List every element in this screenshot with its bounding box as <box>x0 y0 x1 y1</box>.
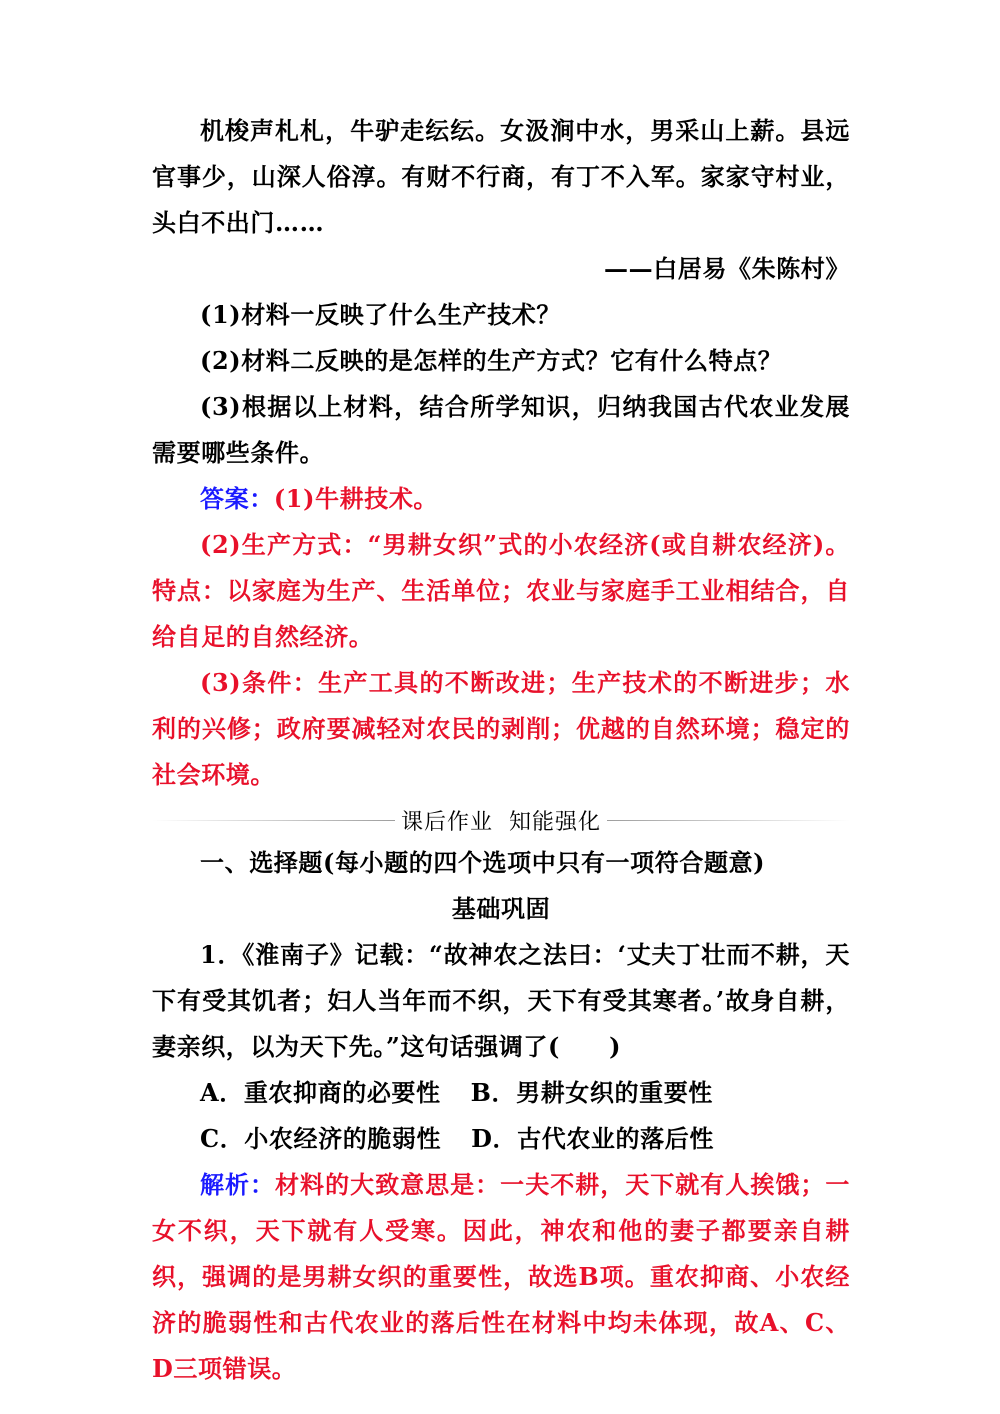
poem-text: 机梭声札札，牛驴走纭纭。女汲涧中水，男采山上薪。县远官事少，山深人俗淳。有财不行商，有丁不入军。家家守村业，头白不出门…… <box>152 116 850 237</box>
options-row-1 <box>152 1070 850 1116</box>
answer-1-line <box>152 476 850 522</box>
section-divider <box>152 802 850 838</box>
divider-label: 课后作业 知能强化 <box>401 809 601 835</box>
option-b: B．男耕女织的重要性 <box>470 1078 713 1107</box>
analysis-paragraph <box>152 1162 850 1392</box>
divider-line-left <box>152 820 395 821</box>
analysis-label: 解析： <box>200 1170 276 1199</box>
section-title: 一、选择题(每小题的四个选项中只有一项符合题意) <box>200 848 766 877</box>
question-3: (3)根据以上材料，结合所学知识，归纳我国古代农业发展需要哪些条件。 <box>152 392 850 467</box>
question-1: (1)材料一反映了什么生产技术？ <box>200 300 562 329</box>
answer-1: (1)牛耕技术。 <box>273 484 439 513</box>
divider-line-right <box>607 820 850 821</box>
option-c: C．小农经济的脆弱性 <box>200 1124 442 1153</box>
analysis-text: 材料的大致意思是：一夫不耕，天下就有人挨饿；一女不织，天下就有人受寒。因此，神农和他的妻子都要亲自耕织，强调的是男耕女织的重要性，故选B项。重农抑商、小农经济的脆弱性和古代农业的落后性在材料中均未体现，故A、C、D三项错误。 <box>152 1170 850 1383</box>
answer-2: (2)生产方式：“男耕女织”式的小农经济(或自耕农经济)。特点：以家庭为生产、生活单位；农业与家庭手工业相结合，自给自足的自然经济。 <box>152 530 850 651</box>
answer-label: 答案： <box>200 484 274 513</box>
options-row-2 <box>152 1116 850 1162</box>
question-2: (2)材料二反映的是怎样的生产方式？它有什么特点？ <box>200 346 783 375</box>
option-a: A．重农抑商的必要性 <box>200 1078 441 1107</box>
section-subtitle: 基础巩固 <box>451 894 551 923</box>
question-stem: 1．《淮南子》记载：“故神农之法曰：‘丈夫丁壮而不耕，天下有受其饥者；妇人当年而不织，天下有受其寒者。’故身自耕，妻亲织，以为天下先。”这句话强调了( ) <box>152 940 850 1061</box>
option-d: D．古代农业的落后性 <box>471 1124 714 1153</box>
answer-3: (3)条件：生产工具的不断改进；生产技术的不断进步；水利的兴修；政府要减轻对农民的剥削；优越的自然环境；稳定的社会环境。 <box>152 668 850 789</box>
document-page <box>152 108 850 1392</box>
poem-source: ——白居易《朱陈村》 <box>604 254 850 283</box>
